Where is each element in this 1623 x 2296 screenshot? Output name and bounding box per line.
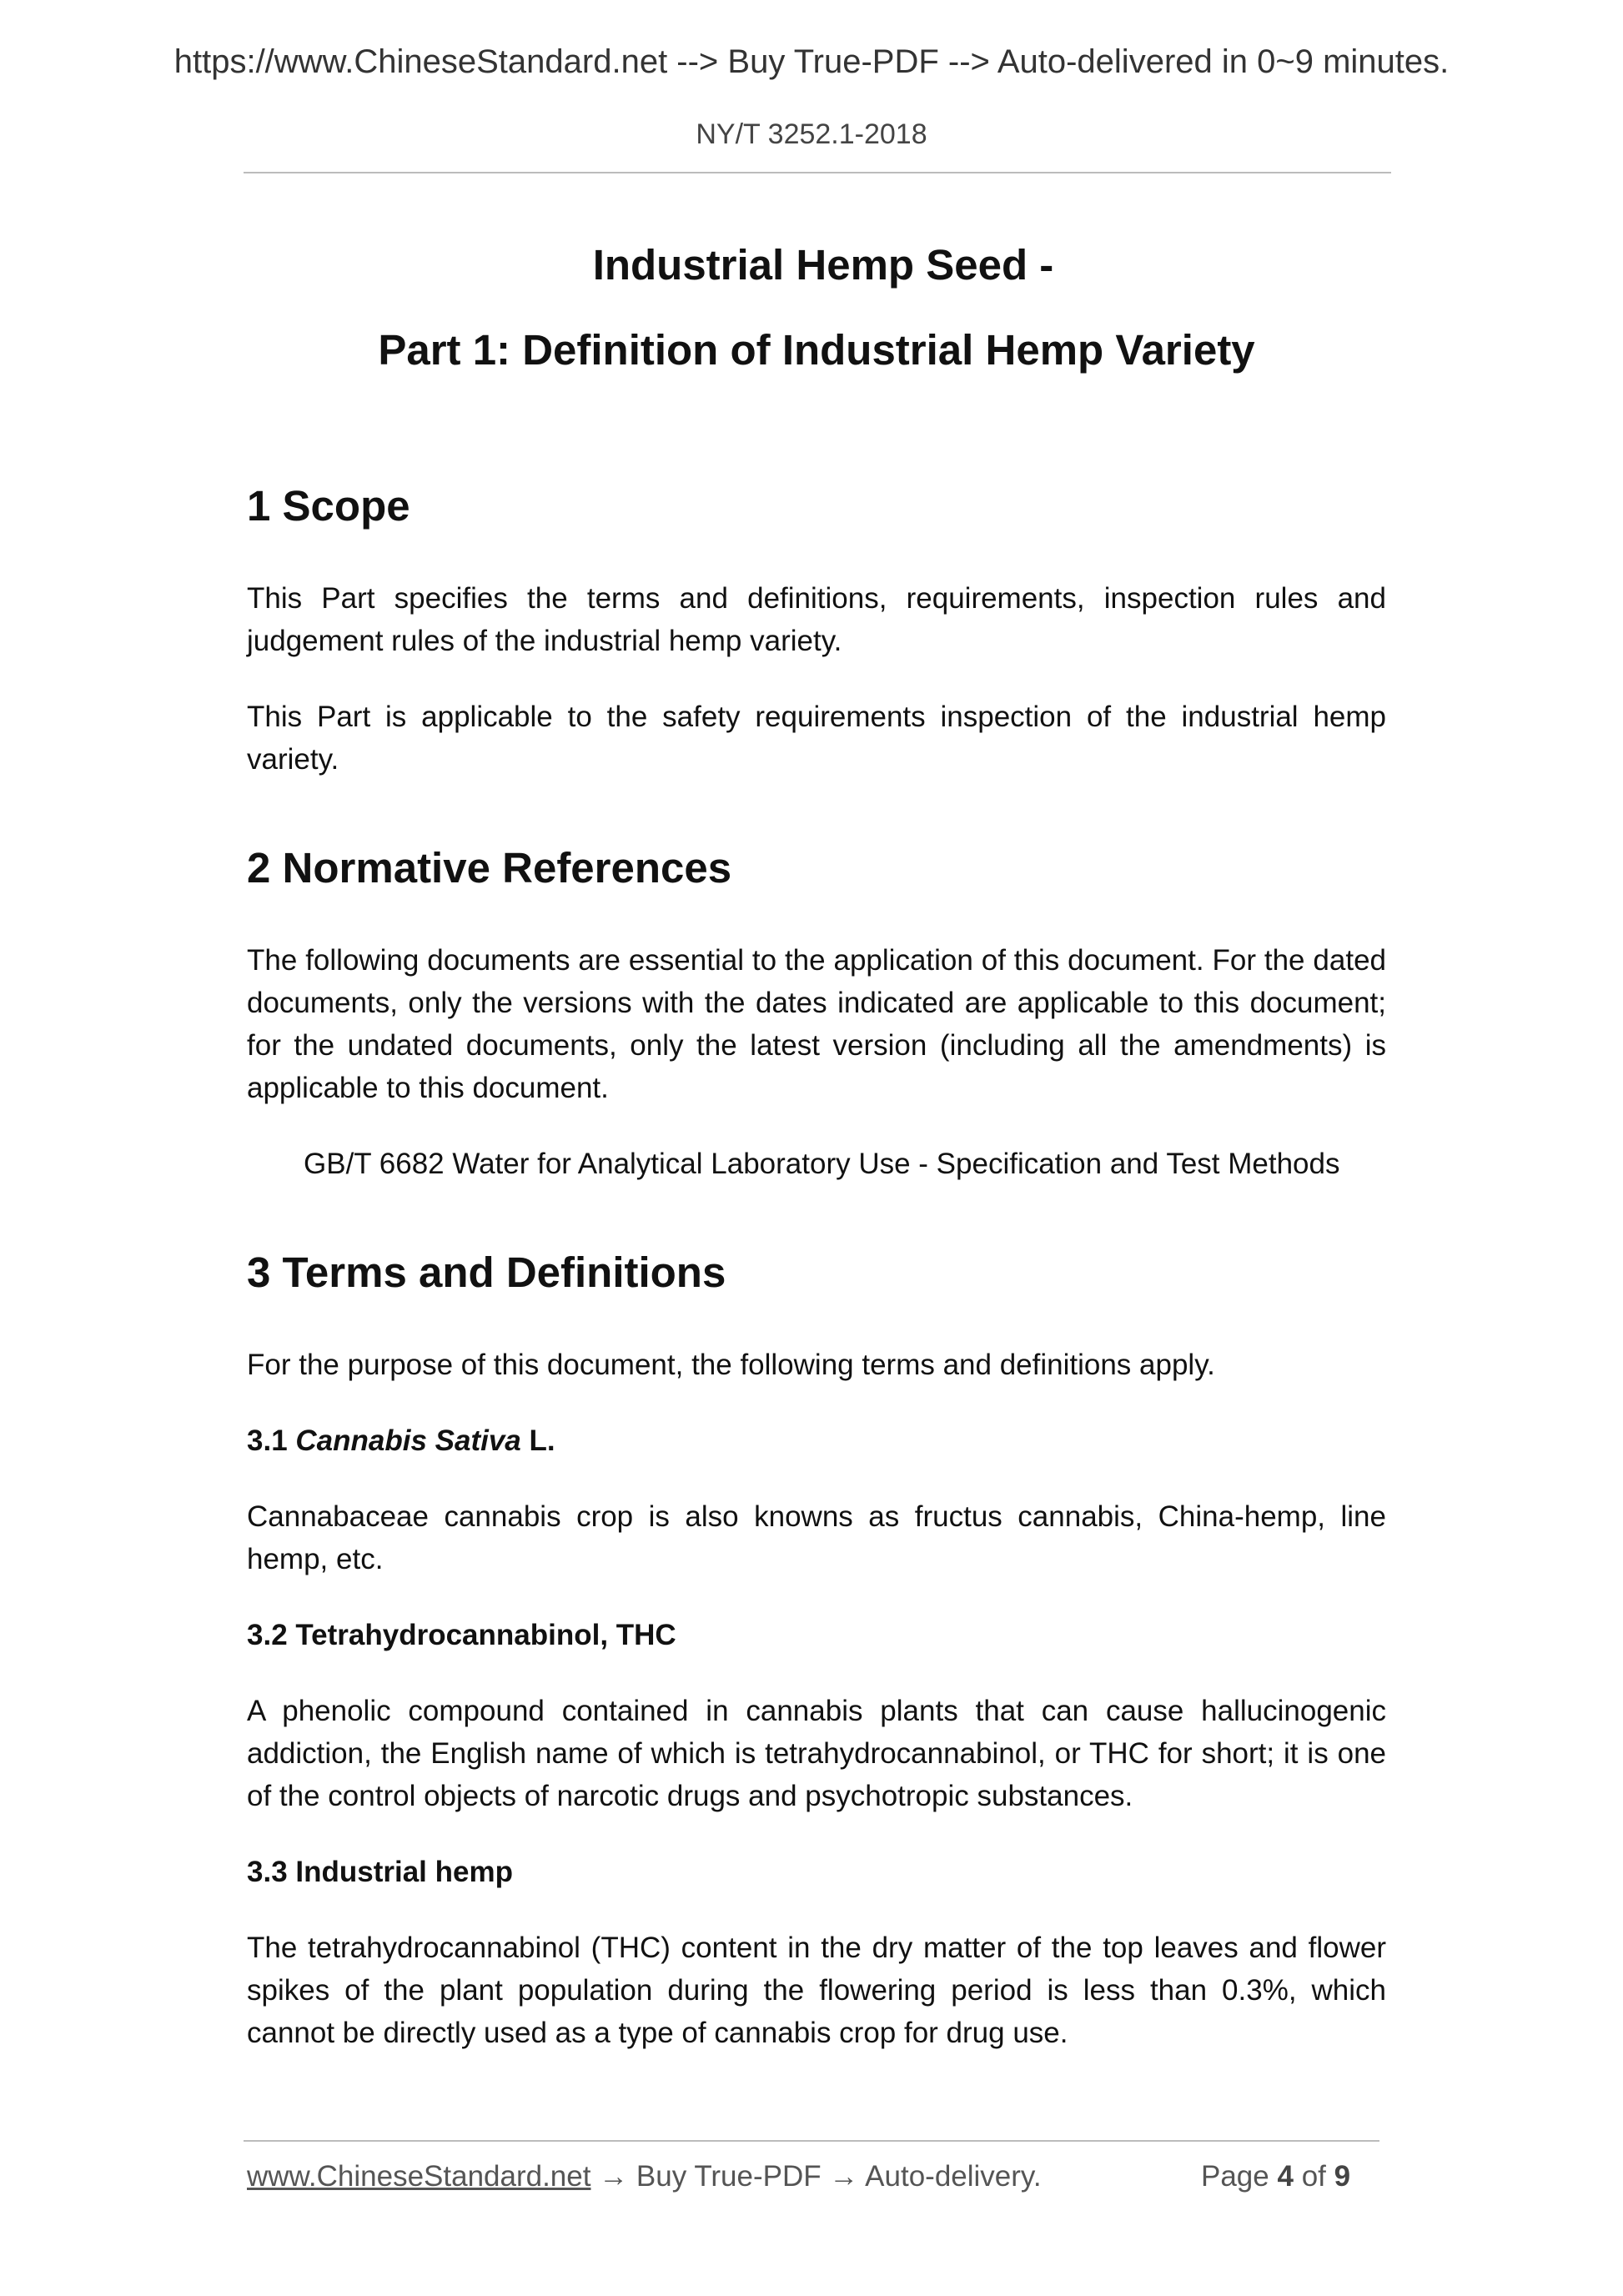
footer-source [247,2160,1042,2193]
normative-reference-item: GB/T 6682 Water for Analytical Laboratory Use - Specification and Test Methods [304,1148,1340,1180]
page-current: 4 [1277,2160,1294,2193]
scope-paragraph-2: This Part is applicable to the safety requirements inspection of the industrial hemp variety. [247,701,1386,776]
term-definition-3-2: A phenolic compound contained in cannabis plants that can cause hallucinogenic addiction, the English name of which is tetrahydrocannabinol, or THC for short; it is one of the control objects of narcotic drugs and psychotropic substances. [247,1695,1386,1812]
page-label: Page [1201,2160,1269,2193]
term-definition-3-3: The tetrahydrocannabinol (THC) content in the dry matter of the top leaves and flower spikes of the plant population during the flowering period is less than 0.3%, which cannot be directly used as a type of cannabis crop for drug use. [247,1932,1386,2049]
term-name-suffix: L. [529,1424,555,1457]
source-banner: https://www.ChineseStandard.net --> Buy True-PDF --> Auto-delivered in 0~9 minutes. [173,43,1450,80]
term-heading-3-1 [247,1419,1386,1462]
term-heading-3-2: 3.2 Tetrahydrocannabinol, THC [247,1619,676,1651]
normative-paragraph: The following documents are essential to the application of this document. For the dated documents, only the versions with the dates indicated are applicable to this document; for the undated documents, only the latest version (including all the amendments) is applicable to this document. [247,944,1386,1104]
document-title-line2: Part 1: Definition of Industrial Hemp Variety [378,326,1255,374]
page-of-label: of [1301,2160,1326,2193]
section-heading-normative-references: 2 Normative References [247,844,732,892]
document-title-line1: Industrial Hemp Seed - [592,241,1054,289]
section-heading-terms: 3 Terms and Definitions [247,1248,726,1296]
footer-divider [244,2140,1379,2142]
footer-purchase-text: → Buy True-PDF → Auto-delivery. [590,2160,1042,2193]
term-number: 3.1 [247,1424,288,1457]
document-number: NY/T 3252.1-2018 [696,118,927,150]
section-heading-scope: 1 Scope [247,482,410,530]
footer-site-link[interactable]: www.ChineseStandard.net [247,2160,591,2193]
header-divider [244,172,1391,173]
term-definition-3-1: Cannabaceae cannabis crop is also knowns as fructus cannabis, China-hemp, line hemp, etc. [247,1500,1386,1575]
document-body [247,240,1386,2054]
terms-intro: For the purpose of this document, the following terms and definitions apply. [247,1349,1215,1381]
page-indicator [1201,2160,1350,2193]
scope-paragraph-1: This Part specifies the terms and definitions, requirements, inspection rules and judgement rules of the industrial hemp variety. [247,582,1386,657]
page-total: 9 [1334,2160,1351,2193]
term-heading-3-3: 3.3 Industrial hemp [247,1856,513,1888]
term-name-italic: Cannabis Sativa [295,1424,521,1457]
